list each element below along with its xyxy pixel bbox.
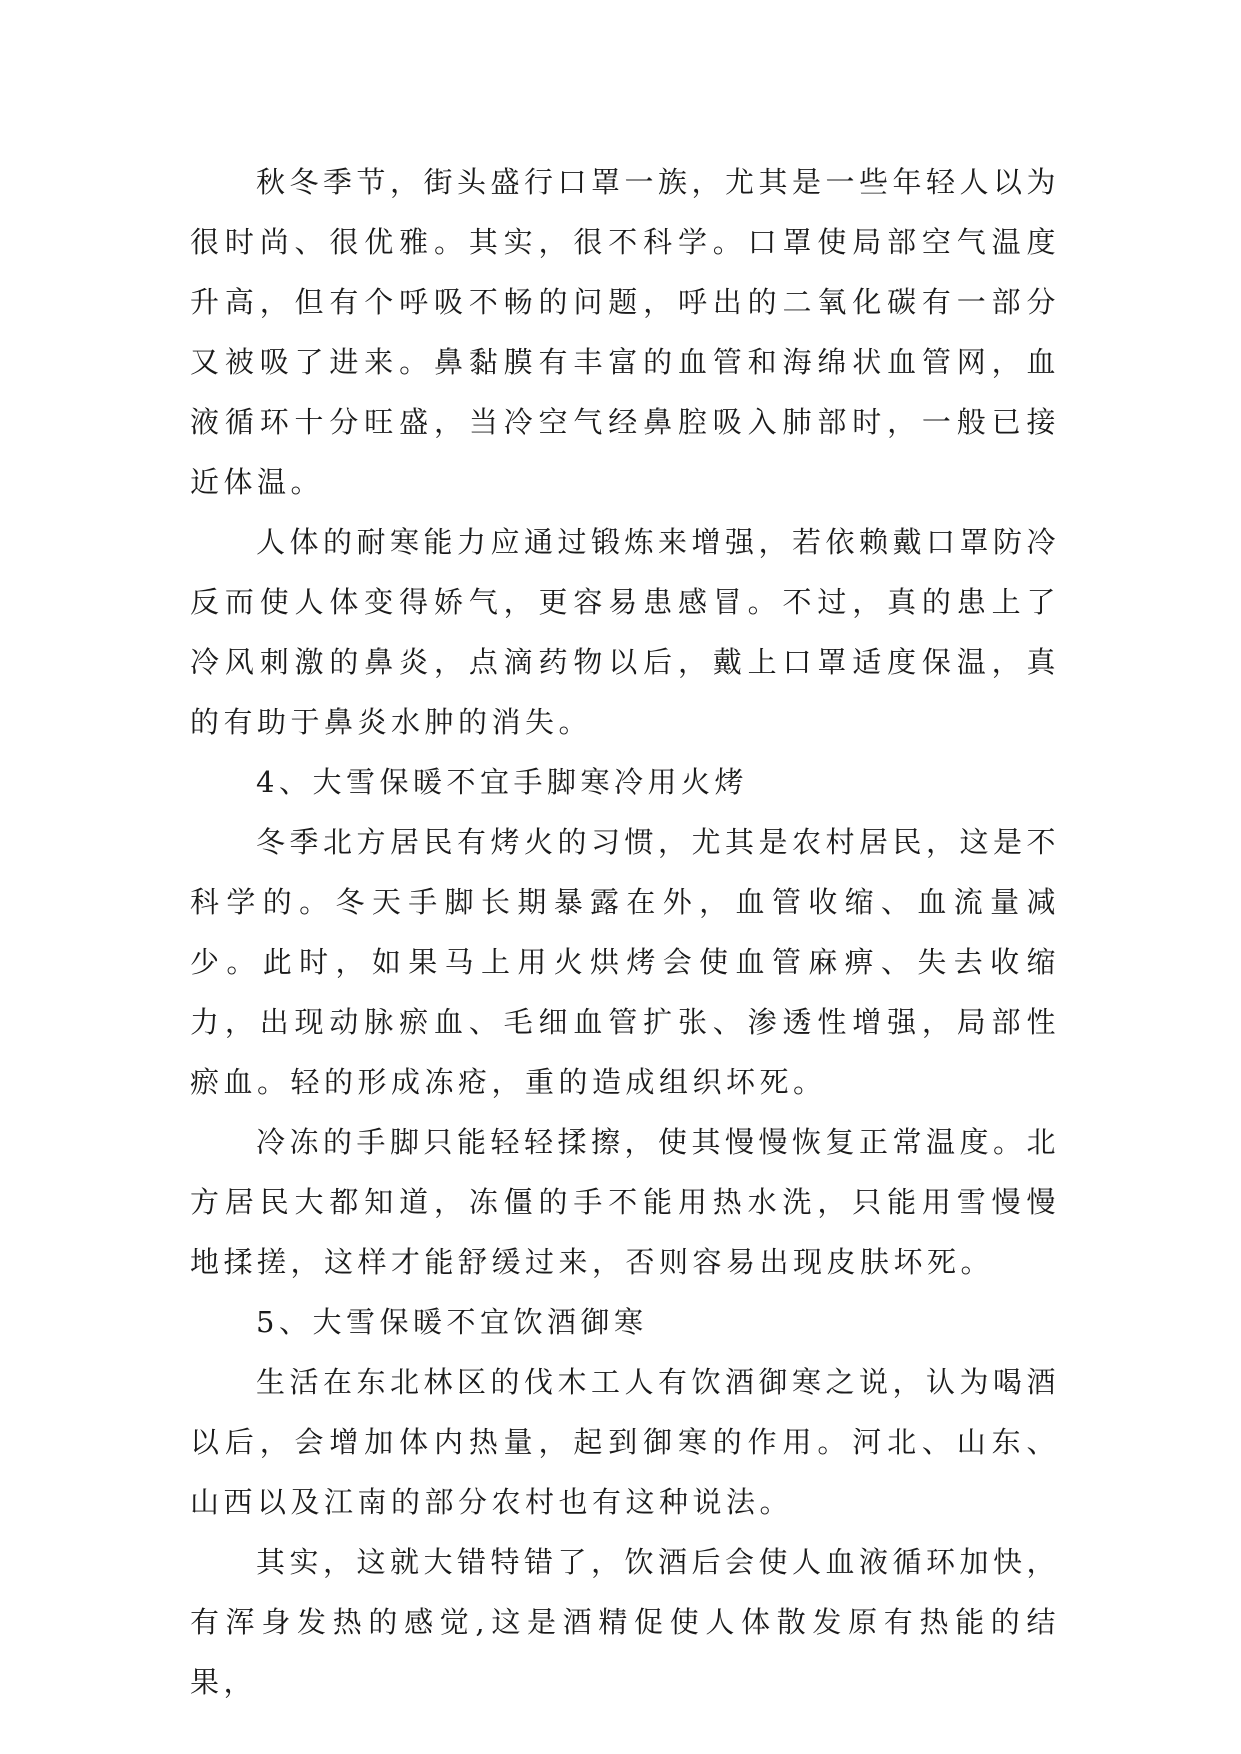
- section-heading-4: 4、大雪保暖不宜手脚寒冷用火烤: [256, 765, 748, 799]
- paragraph-alcohol-belief: 生活在东北林区的伐木工人有饮酒御寒之说，认为喝酒以后，会增加体内热量，起到御寒的作用。河北、山东、山西以及江南的部分农村也有这种说法。: [190, 1365, 1061, 1519]
- paragraph-masks: 秋冬季节，街头盛行口罩一族，尤其是一些年轻人以为很时尚、很优雅。其实，很不科学。口罩使局部空气温度升高，但有个呼吸不畅的问题，呼出的二氧化碳有一部分又被吸了进来。鼻黏膜有丰富的血管和海绵状血管网，血液循环十分旺盛，当冷空气经鼻腔吸入肺部时，一般已接近体温。: [190, 165, 1061, 499]
- paragraph-cold-resistance: 人体的耐寒能力应通过锻炼来增强，若依赖戴口罩防冷反而使人体变得娇气，更容易患感冒。不过，真的患上了冷风刺激的鼻炎，点滴药物以后，戴上口罩适度保温，真的有助于鼻炎水肿的消失。: [190, 525, 1061, 739]
- section-heading-5: 5、大雪保暖不宜饮酒御寒: [256, 1305, 648, 1339]
- paragraph-alcohol-truth: 其实，这就大错特错了，饮酒后会使人血液循环加快，有浑身发热的感觉,这是酒精促使人体散发原有热能的结果，: [190, 1545, 1061, 1699]
- paragraph-frozen-hands: 冷冻的手脚只能轻轻揉擦，使其慢慢恢复正常温度。北方居民大都知道，冻僵的手不能用热水洗，只能用雪慢慢地揉搓，这样才能舒缓过来，否则容易出现皮肤坏死。: [190, 1125, 1061, 1279]
- paragraph-fire-warming: 冬季北方居民有烤火的习惯，尤其是农村居民，这是不科学的。冬天手脚长期暴露在外，血管收缩、血流量减少。此时，如果马上用火烘烤会使血管麻痹、失去收缩力，出现动脉瘀血、毛细血管扩张、渗透性增强，局部性瘀血。轻的形成冻疮，重的造成组织坏死。: [190, 825, 1061, 1099]
- document-page: [190, 152, 1060, 1712]
